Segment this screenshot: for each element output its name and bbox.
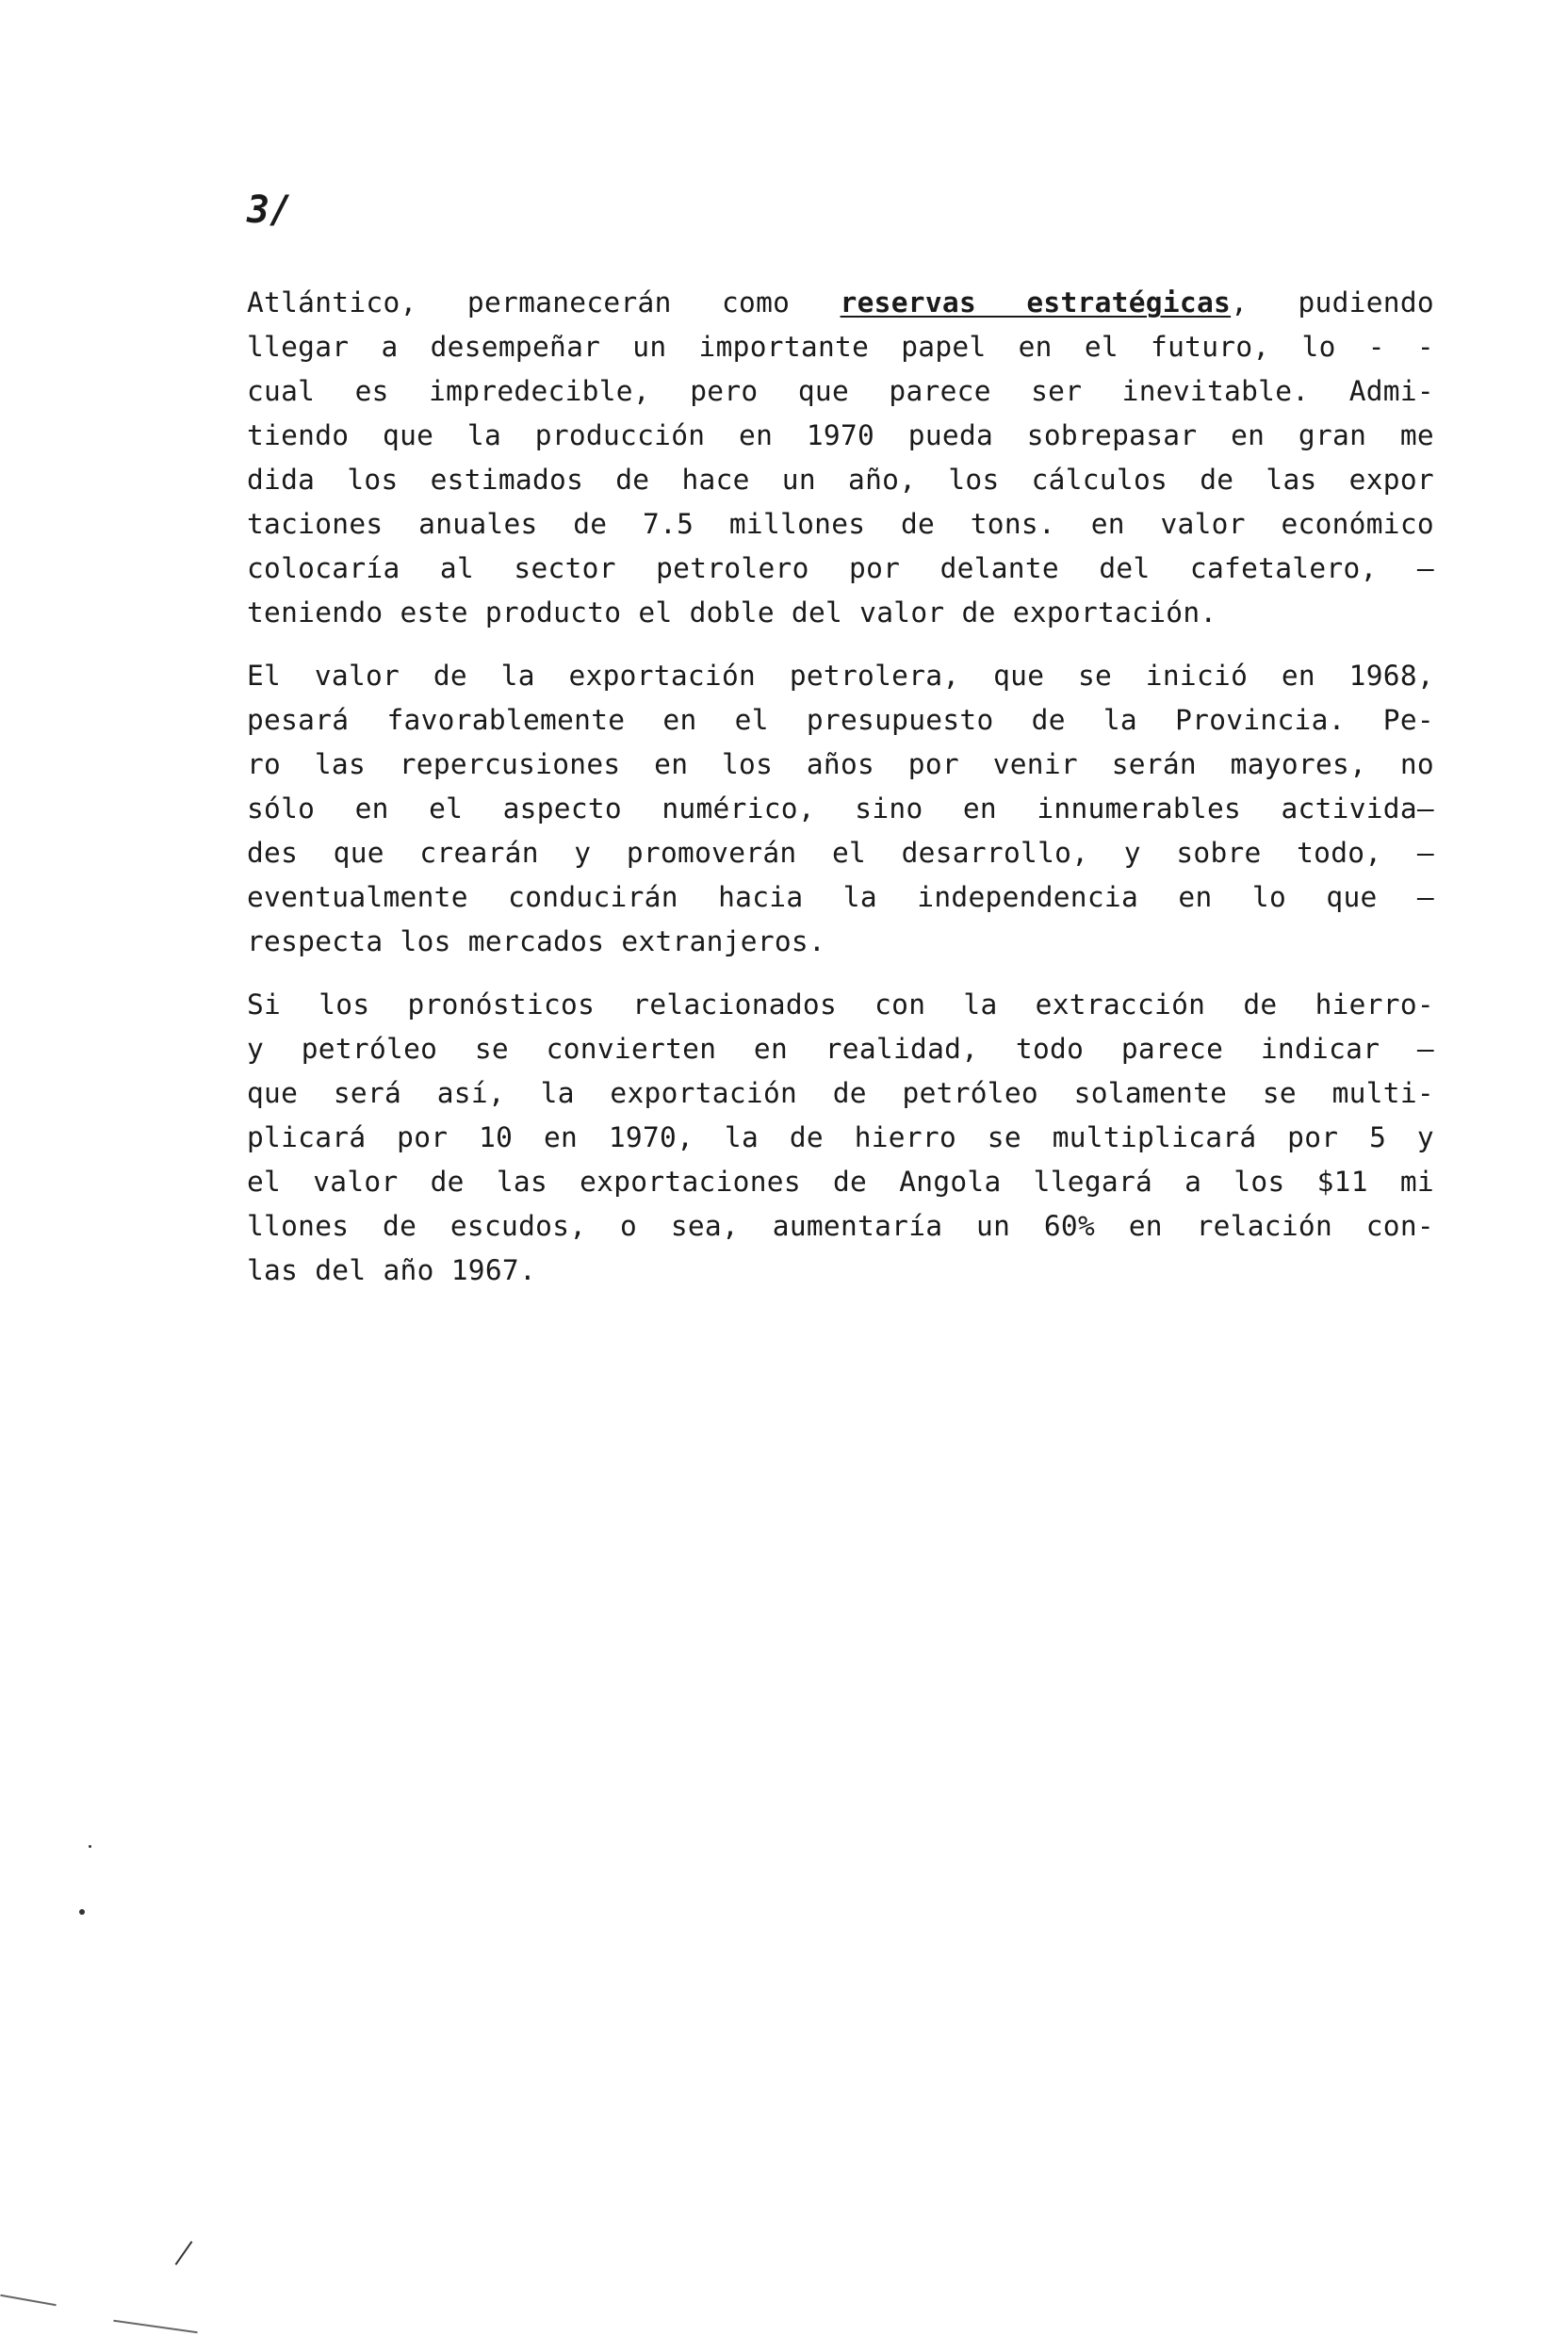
scan-stroke	[113, 2320, 197, 2334]
text-line: sólo en el aspecto numérico, sino en innumerables activida—	[247, 792, 1434, 825]
text-line: dida los estimados de hace un año, los cálculos de las expor	[247, 464, 1434, 496]
underlined-phrase: reservas estratégicas	[840, 286, 1232, 318]
text-line: el valor de las exportaciones de Angola llegará a los $11 mi	[247, 1166, 1434, 1198]
text-line: cual es impredecible, pero que parece ser inevitable. Admi-	[247, 375, 1434, 407]
scan-speck	[79, 1909, 85, 1915]
text-line: ro las repercusiones en los años por venir serán mayores, no	[247, 748, 1434, 780]
paragraph-2	[247, 654, 1434, 964]
text-line: que será así, la exportación de petróleo solamente se multi-	[247, 1077, 1434, 1109]
text-line: las del año 1967.	[247, 1254, 537, 1286]
page-number: 3/	[247, 188, 293, 232]
scan-stroke	[175, 2241, 193, 2265]
text-fragment: , pudiendo	[1231, 286, 1434, 318]
text-line: tiendo que la producción en 1970 pueda sobrepasar en gran me	[247, 419, 1434, 451]
text-line: llones de escudos, o sea, aumentaría un 60% en relación con-	[247, 1210, 1434, 1242]
scan-speck	[89, 1845, 91, 1848]
text-fragment: Atlántico, permanecerán como	[247, 286, 841, 318]
text-line: eventualmente conducirán hacia la independencia en lo que —	[247, 881, 1434, 913]
text-line: des que crearán y promoverán el desarrollo, y sobre todo, —	[247, 837, 1434, 869]
text-line: colocaría al sector petrolero por delante del cafetalero, —	[247, 552, 1434, 584]
text-line	[247, 281, 1434, 325]
text-line: y petróleo se convierten en realidad, todo parece indicar —	[247, 1033, 1434, 1065]
paragraph-1	[247, 281, 1434, 635]
text-line: El valor de la exportación petrolera, que se inició en 1968,	[247, 660, 1434, 692]
text-line: taciones anuales de 7.5 millones de tons. en valor económico	[247, 508, 1434, 540]
text-line: Si los pronósticos relacionados con la extracción de hierro-	[247, 988, 1434, 1021]
paragraph-3	[247, 983, 1434, 1293]
text-line: plicará por 10 en 1970, la de hierro se multiplicará por 5 y	[247, 1121, 1434, 1153]
document-body	[247, 281, 1434, 1312]
scan-stroke	[0, 2295, 56, 2306]
text-line: llegar a desempeñar un importante papel en el futuro, lo - -	[247, 331, 1434, 363]
text-line: respecta los mercados extranjeros.	[247, 925, 826, 957]
text-line: pesará favorablemente en el presupuesto de la Provincia. Pe-	[247, 704, 1434, 736]
text-line: teniendo este producto el doble del valor de exportación.	[247, 596, 1217, 629]
